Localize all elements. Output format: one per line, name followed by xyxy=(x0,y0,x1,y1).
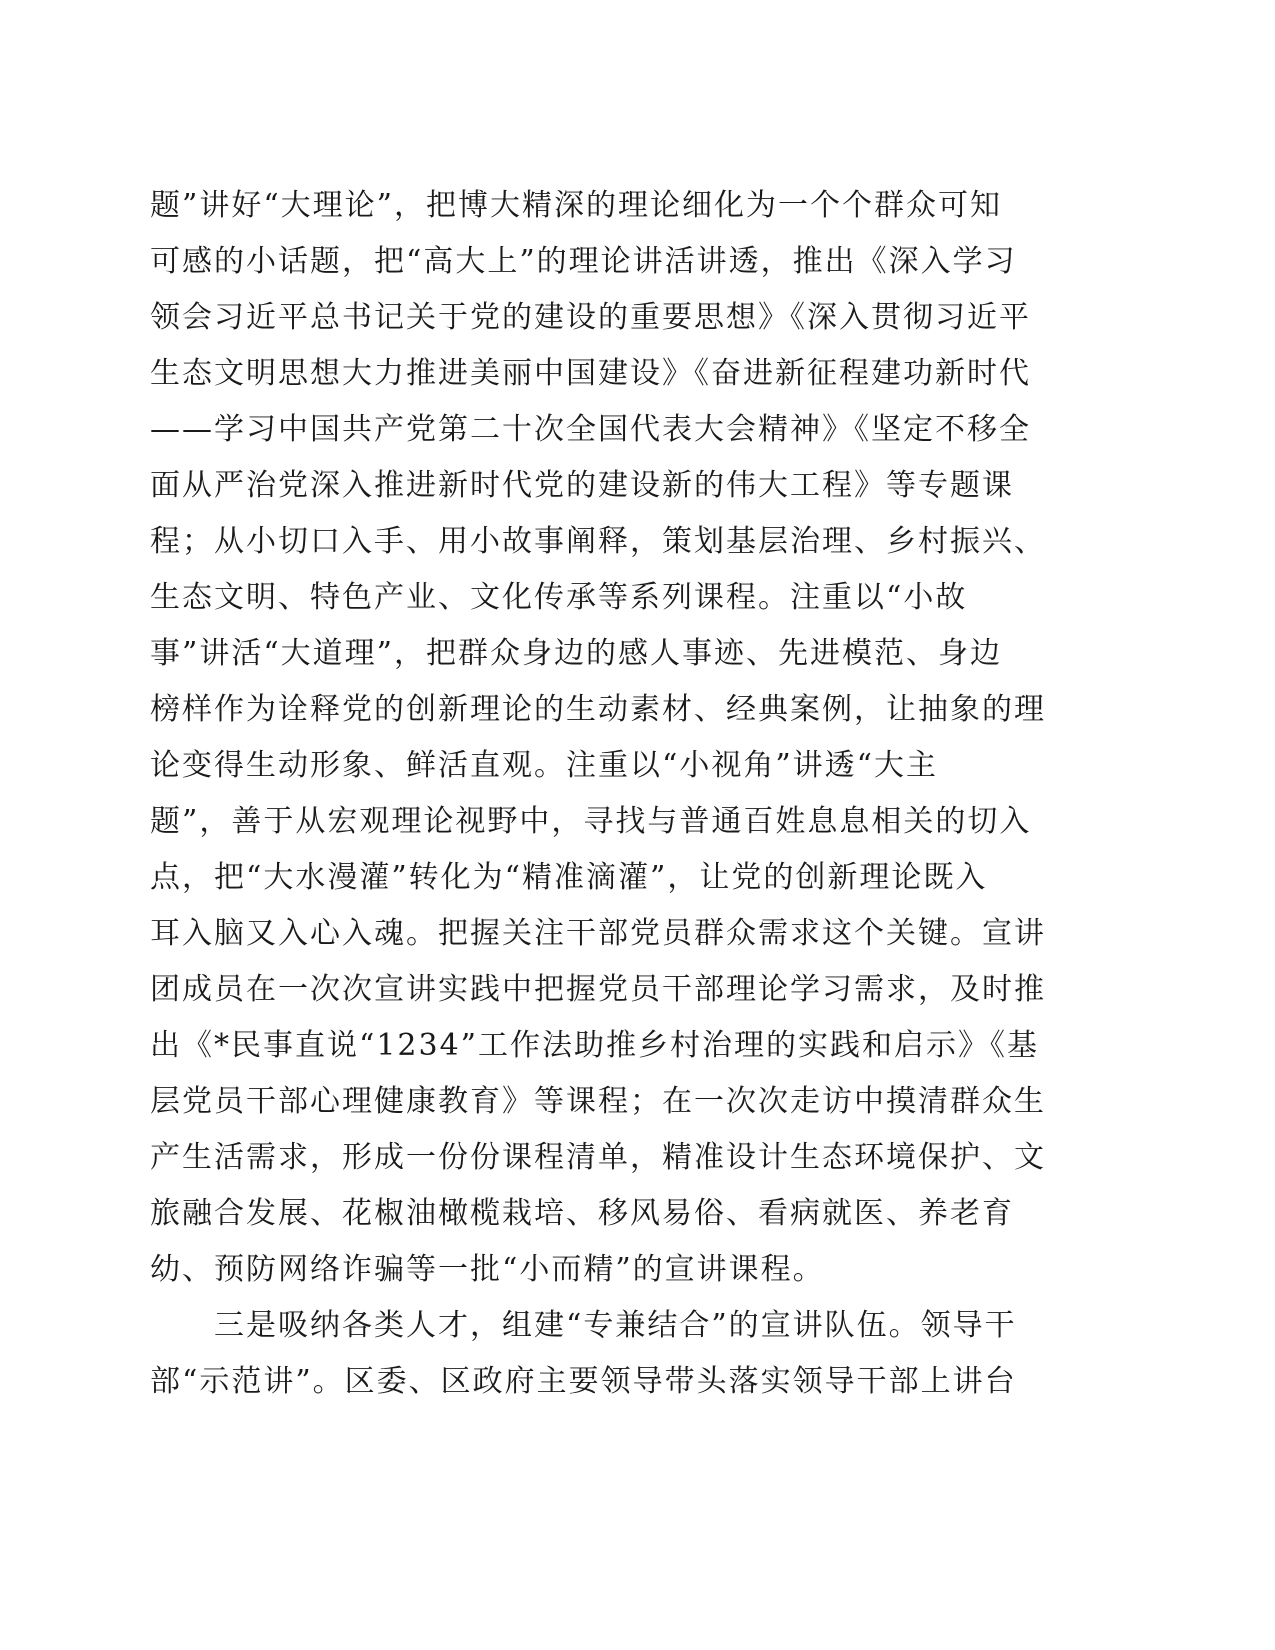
body-text xyxy=(150,178,1050,1410)
text-line: 程；从小切口入手、用小故事阐释，策划基层治理、乡村振兴、 xyxy=(150,524,1046,559)
text-line: 生态文明、特色产业、文化传承等系列课程。注重以“小故 xyxy=(150,580,968,615)
text-line: 生态文明思想大力推进美丽中国建设》《奋进新征程建功新时代 xyxy=(150,356,1031,391)
text-line: 事”讲活“大道理”，把群众身边的感人事迹、先进模范、身边 xyxy=(150,636,1003,671)
text-line: 出《*民事直说“1234”工作法助推乡村治理的实践和启示》《基 xyxy=(150,1028,1040,1063)
text-line: 旅融合发展、花椒油橄榄栽培、移风易俗、看病就医、养老育 xyxy=(150,1196,1014,1231)
text-line: 产生活需求，形成一份份课程清单，精准设计生态环境保护、文 xyxy=(150,1140,1046,1175)
text-line: 面从严治党深入推进新时代党的建设新的伟大工程》等专题课 xyxy=(150,468,1014,503)
text-line: ——学习中国共产党第二十次全国代表大会精神》《坚定不移全 xyxy=(150,412,1031,447)
text-line: 论变得生动形象、鲜活直观。注重以“小视角”讲透“大主 xyxy=(150,748,939,783)
text-line: 部“示范讲”。区委、区政府主要领导带头落实领导干部上讲台 xyxy=(150,1364,1017,1399)
text-line: 幼、预防网络诈骗等一批“小而精”的宣讲课程。 xyxy=(150,1252,825,1287)
text-line: 题”，善于从宏观理论视野中，寻找与普通百姓息息相关的切入 xyxy=(150,804,1032,839)
text-line: 榜样作为诠释党的创新理论的生动素材、经典案例，让抽象的理 xyxy=(150,692,1046,727)
text-line: 可感的小话题，把“高大上”的理论讲活讲透，推出《深入学习 xyxy=(150,244,1017,279)
text-line: 题”讲好“大理论”，把博大精深的理论细化为一个个群众可知 xyxy=(150,188,1003,223)
text-line: 层党员干部心理健康教育》等课程；在一次次走访中摸清群众生 xyxy=(150,1084,1046,1119)
text-line: 三是吸纳各类人才，组建“专兼结合”的宣讲队伍。领导干 xyxy=(150,1308,1017,1343)
text-line: 团成员在一次次宣讲实践中把握党员干部理论学习需求，及时推 xyxy=(150,972,1046,1007)
text-line: 领会习近平总书记关于党的建设的重要思想》《深入贯彻习近平 xyxy=(150,300,1031,335)
text-line: 点，把“大水漫灌”转化为“精准滴灌”，让党的创新理论既入 xyxy=(150,860,988,895)
text-line: 耳入脑又入心入魂。把握关注干部党员群众需求这个关键。宣讲 xyxy=(150,916,1046,951)
